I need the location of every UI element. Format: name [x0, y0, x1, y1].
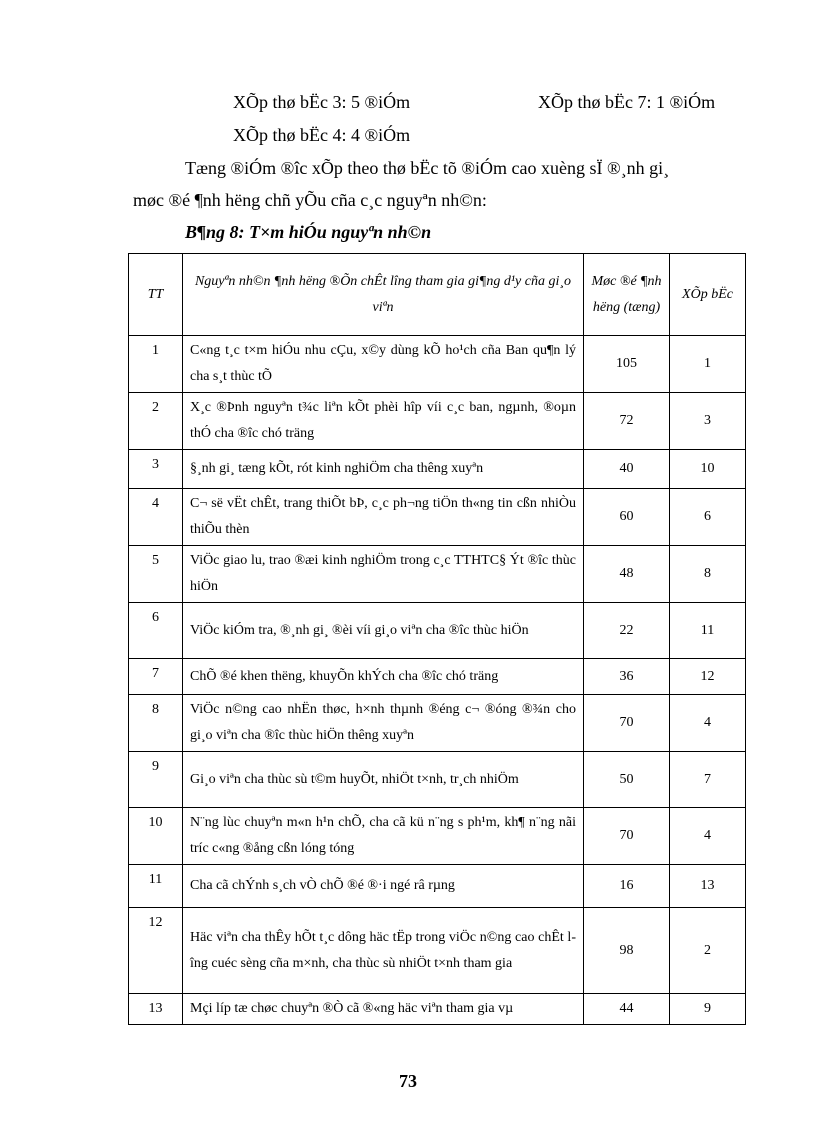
- row-rank: 2: [670, 908, 746, 994]
- header-score: Møc ®é ¶nh hëng (tæng): [584, 254, 670, 336]
- row-description: C¬ së vËt chÊt, trang thiÕt bÞ, c¸c ph¬ng tiÖn th«ng tin cßn nhiÒu thiÕu thèn: [183, 489, 584, 546]
- table-body: [129, 336, 746, 1025]
- table-row: [129, 865, 746, 908]
- row-number: 4: [129, 489, 183, 546]
- row-rank: 7: [670, 752, 746, 808]
- row-score: 50: [584, 752, 670, 808]
- row-description: Gi¸o viªn cha thùc sù t©m huyÕt, nhiÖt t×nh, tr¸ch nhiÖm: [183, 752, 584, 808]
- row-rank: 4: [670, 808, 746, 865]
- row-rank: 4: [670, 695, 746, 752]
- table-header-row: [129, 254, 746, 336]
- table-row: [129, 546, 746, 603]
- row-score: 98: [584, 908, 670, 994]
- table-row: [129, 393, 746, 450]
- paragraph-line-1: Tæng ®iÓm ®îc xÕp theo thø bËc tõ ®iÓm cao xuèng sÏ ®¸nh gi¸: [185, 158, 670, 178]
- table-row: [129, 994, 746, 1025]
- row-score: 40: [584, 450, 670, 489]
- row-rank: 6: [670, 489, 746, 546]
- row-number: 6: [129, 603, 183, 659]
- row-score: 22: [584, 603, 670, 659]
- row-description: X¸c ®Þnh nguyªn t¾c liªn kÕt phèi hîp víi c¸c ban, ngµnh, ®oµn thÓ cha ®îc chó träng: [183, 393, 584, 450]
- row-number: 11: [129, 865, 183, 908]
- row-number: 7: [129, 659, 183, 695]
- row-description: Mçi líp tæ chøc chuyªn ®Ò cã ®«ng häc viªn tham gia vµ: [183, 994, 584, 1025]
- row-number: 13: [129, 994, 183, 1025]
- row-number: 8: [129, 695, 183, 752]
- rank-7-points-line: XÕp thø bËc 7: 1 ®iÓm: [538, 92, 716, 112]
- row-description: N¨ng lùc chuyªn m«n h¹n chÕ, cha cã kü n¨ng s ph¹m, kh¶ n¨ng nãi tríc c«ng ®ång cßn lóng tóng: [183, 808, 584, 865]
- table-row: [129, 808, 746, 865]
- row-number: 2: [129, 393, 183, 450]
- row-description: ChÕ ®é khen thëng, khuyÕn khÝch cha ®îc chó träng: [183, 659, 584, 695]
- header-rank: XÕp bËc: [670, 254, 746, 336]
- table-row: [129, 489, 746, 546]
- row-score: 72: [584, 393, 670, 450]
- row-score: 44: [584, 994, 670, 1025]
- row-score: 70: [584, 808, 670, 865]
- table-row: [129, 450, 746, 489]
- table-row: [129, 695, 746, 752]
- table-row: [129, 752, 746, 808]
- row-rank: 11: [670, 603, 746, 659]
- table-caption: B¶ng 8: T×m hiÓu nguyªn nh©n: [185, 222, 432, 242]
- table-row: [129, 603, 746, 659]
- row-description: ViÖc giao lu, trao ®æi kinh nghiÖm trong c¸c TTHTC§ Ýt ®îc thùc hiÖn: [183, 546, 584, 603]
- table-row: [129, 336, 746, 393]
- row-rank: 9: [670, 994, 746, 1025]
- table-row: [129, 908, 746, 994]
- causes-table: [128, 253, 746, 1025]
- row-number: 10: [129, 808, 183, 865]
- header-description: Nguyªn nh©n ¶nh hëng ®Õn chÊt lîng tham gia gi¶ng d¹y cña gi¸o viªn: [183, 254, 584, 336]
- row-number: 9: [129, 752, 183, 808]
- table-row: [129, 659, 746, 695]
- row-score: 36: [584, 659, 670, 695]
- row-description: Cha cã chÝnh s¸ch vÒ chÕ ®é ®·i ngé râ rµng: [183, 865, 584, 908]
- rank-4-points-line: XÕp thø bËc 4: 4 ®iÓm: [233, 125, 411, 145]
- row-description: ViÖc kiÓm tra, ®¸nh gi¸ ®èi víi gi¸o viªn cha ®îc thùc hiÖn: [183, 603, 584, 659]
- page-number: 73: [399, 1071, 417, 1091]
- row-rank: 3: [670, 393, 746, 450]
- paragraph-line-2: møc ®é ¶nh hëng chñ yÕu cña c¸c nguyªn nh©n:: [133, 190, 487, 210]
- row-score: 48: [584, 546, 670, 603]
- row-number: 5: [129, 546, 183, 603]
- row-description: §¸nh gi¸ tæng kÕt, rót kinh nghiÖm cha thêng xuyªn: [183, 450, 584, 489]
- row-number: 1: [129, 336, 183, 393]
- row-description: C«ng t¸c t×m hiÓu nhu cÇu, x©y dùng kÕ ho¹ch cña Ban qu¶n lý cha s¸t thùc tÕ: [183, 336, 584, 393]
- row-score: 16: [584, 865, 670, 908]
- row-description: Häc viªn cha thÊy hÕt t¸c dông häc tËp trong viÖc n©ng cao chÊt lîng cuéc sèng cña m×nh, cha thùc sù nhiÖt t×nh tham gia: [183, 908, 584, 994]
- rank-3-points-line: XÕp thø bËc 3: 5 ®iÓm: [233, 92, 411, 112]
- row-score: 70: [584, 695, 670, 752]
- row-rank: 13: [670, 865, 746, 908]
- row-number: 3: [129, 450, 183, 489]
- row-score: 105: [584, 336, 670, 393]
- row-number: 12: [129, 908, 183, 994]
- row-rank: 8: [670, 546, 746, 603]
- row-description: ViÖc n©ng cao nhËn thøc, h×nh thµnh ®éng c¬ ®óng ®¾n cho gi¸o viªn cha ®îc thùc hiÖn thêng xuyªn: [183, 695, 584, 752]
- row-rank: 12: [670, 659, 746, 695]
- row-rank: 10: [670, 450, 746, 489]
- row-score: 60: [584, 489, 670, 546]
- header-tt: TT: [129, 254, 183, 336]
- row-rank: 1: [670, 336, 746, 393]
